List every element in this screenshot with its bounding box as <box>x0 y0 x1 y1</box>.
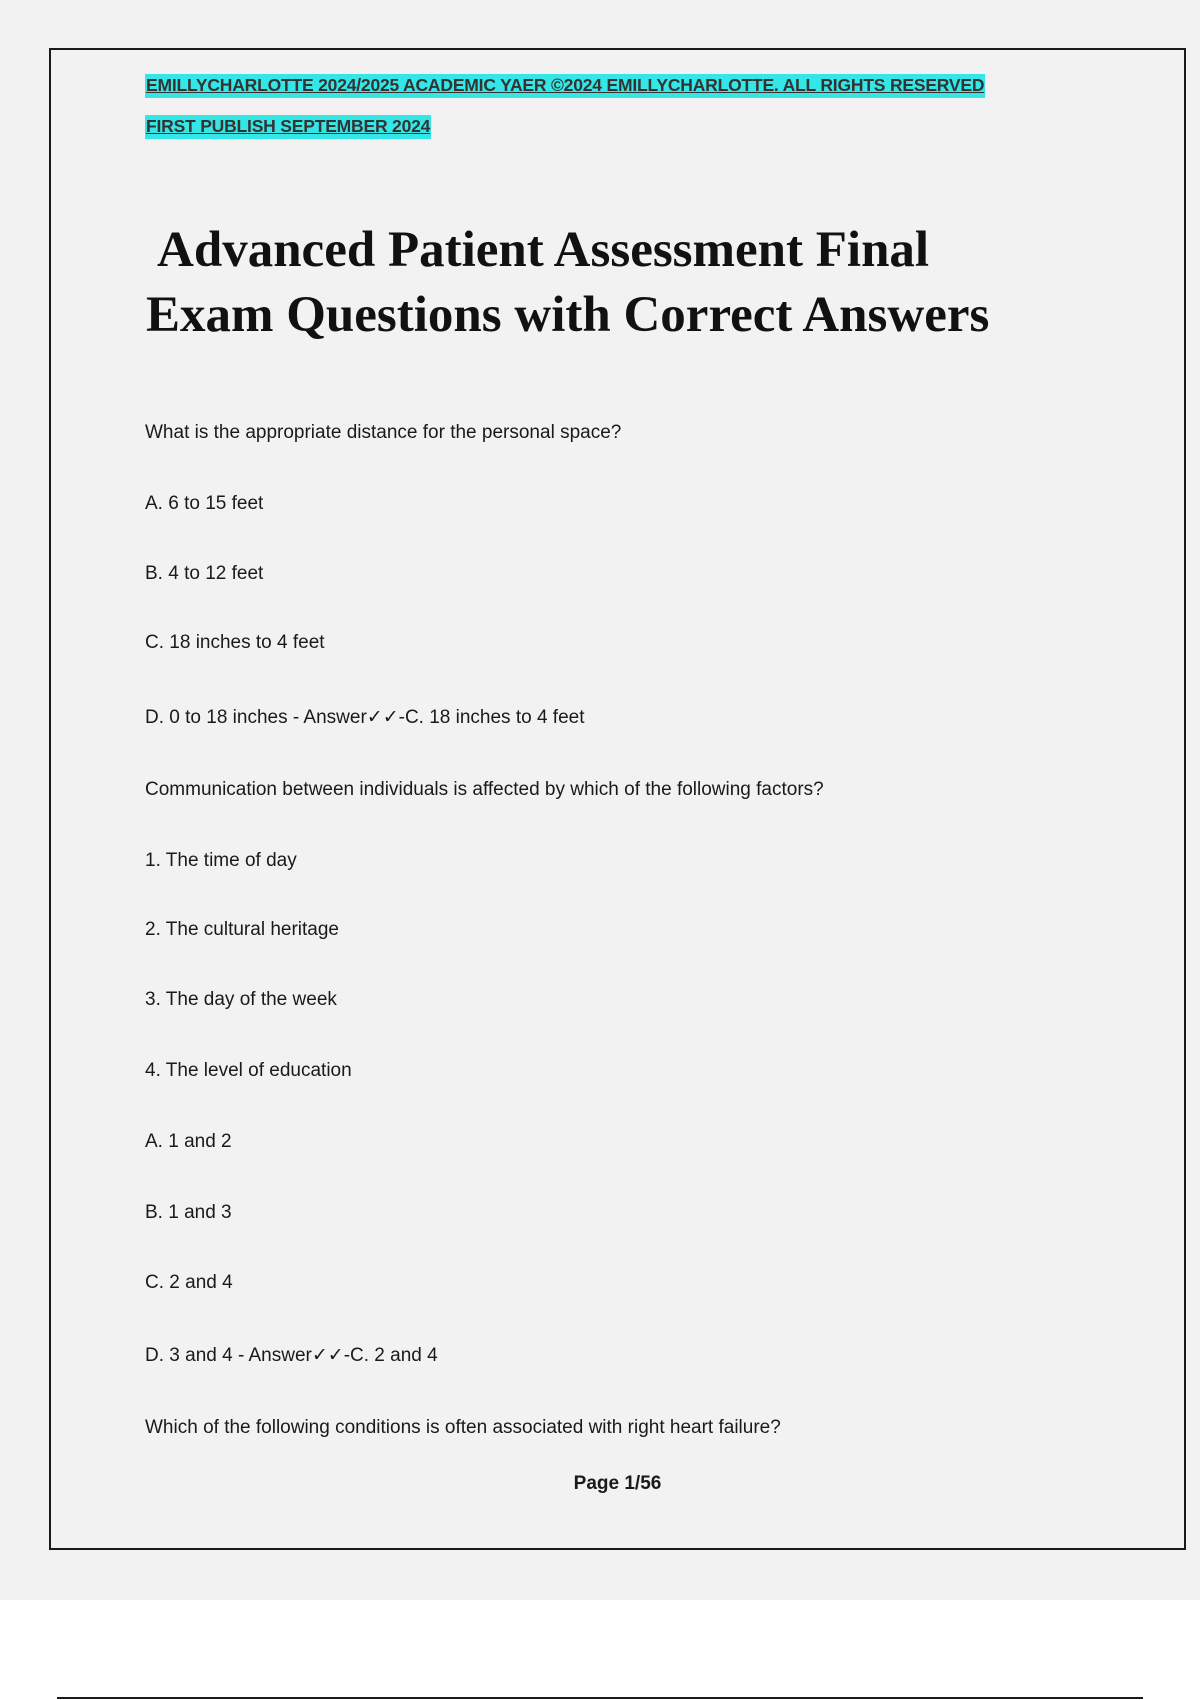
answer-option-with-key: D. 0 to 18 inches - Answer✓✓-C. 18 inches to 4 feet <box>145 707 585 728</box>
answer-option: A. 6 to 15 feet <box>145 493 264 514</box>
question-text: Communication between individuals is affected by which of the following factors? <box>145 779 824 800</box>
copyright-header: EMILLYCHARLOTTE 2024/2025 ACADEMIC YAER ©2024 EMILLYCHARLOTTE. ALL RIGHTS RESERVED <box>145 74 985 98</box>
list-item: 2. The cultural heritage <box>145 919 339 940</box>
next-page-top-rule <box>57 1697 1143 1699</box>
answer-option-with-key: D. 3 and 4 - Answer✓✓-C. 2 and 4 <box>145 1345 438 1366</box>
title-line-2: Exam Questions with Correct Answers <box>146 287 990 343</box>
answer-option: C. 2 and 4 <box>145 1272 233 1293</box>
answer-option: B. 4 to 12 feet <box>145 563 264 584</box>
answer-option: A. 1 and 2 <box>145 1131 232 1152</box>
publish-date-header: FIRST PUBLISH SEPTEMBER 2024 <box>145 115 431 139</box>
list-item: 3. The day of the week <box>145 989 337 1010</box>
page-number: Page 1/56 <box>573 1473 662 1494</box>
answer-option: B. 1 and 3 <box>145 1202 232 1223</box>
document-title <box>146 218 1046 348</box>
title-line-1: Advanced Patient Assessment Final <box>157 222 930 278</box>
question-text: Which of the following conditions is often associated with right heart failure? <box>145 1417 781 1438</box>
list-item: 4. The level of education <box>145 1060 352 1081</box>
answer-option: C. 18 inches to 4 feet <box>145 632 325 653</box>
question-text: What is the appropriate distance for the personal space? <box>145 422 622 443</box>
list-item: 1. The time of day <box>145 850 297 871</box>
